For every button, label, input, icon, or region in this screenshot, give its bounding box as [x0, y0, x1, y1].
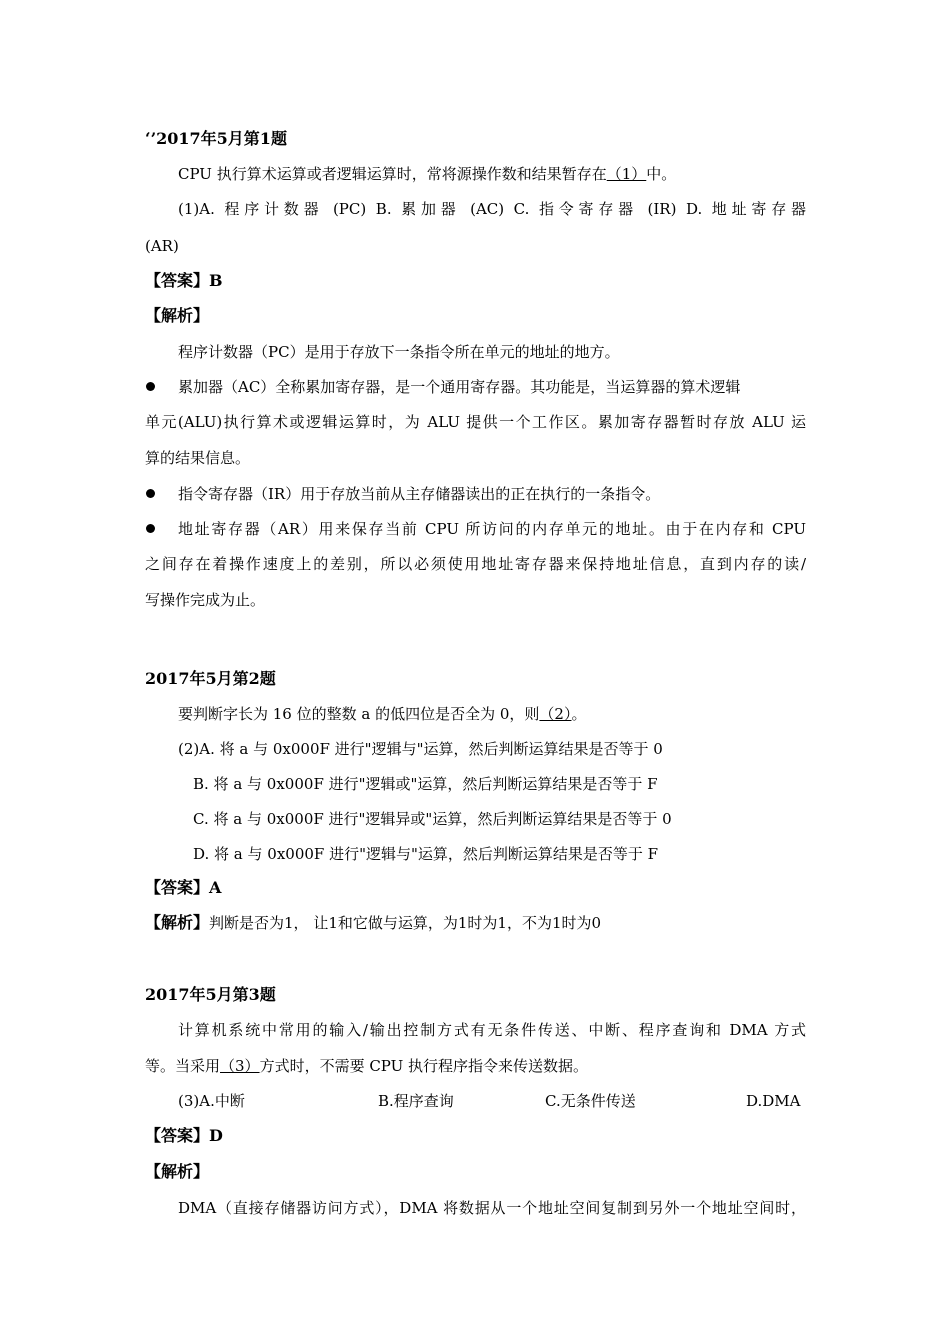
q3-answer: 【答案】D [145, 1126, 223, 1145]
q3-option-d: D.DMA [746, 1092, 801, 1110]
q1-bullet2: 指令寄存器（IR）用于存放当前从主存储器读出的正在执行的一条指令。 [178, 485, 661, 503]
q1-bullet1-line2: 单元(ALU)执行算术或逻辑运算时，为 ALU 提供一个工作区。累加寄存器暂时存放 ALU 运 [145, 413, 806, 431]
q3-analysis-line1: DMA（直接存储器访问方式），DMA 将数据从一个地址空间复制到另外一个地址空间时， [178, 1199, 806, 1217]
q2-analysis: 【解析】判断是否为1， 让1和它做与运算，为1时为1，不为1时为0 [145, 913, 602, 932]
q2-option-c: C. 将 a 与 0x000F 进行"逻辑异或"运算，然后判断运算结果是否等于 0 [193, 810, 672, 828]
q1-answer: 【答案】B [145, 271, 223, 290]
q3-option-b: B.程序查询 [378, 1092, 454, 1110]
bullet-icon [146, 382, 155, 391]
bullet-icon [146, 524, 155, 533]
q3-analysis-label: 【解析】 [145, 1162, 210, 1181]
q2-stem: 要判断字长为 16 位的整数 a 的低四位是否全为 0，则（2）。 [178, 705, 587, 723]
q3-title: 2017年5月第3题 [145, 985, 276, 1004]
q2-option-d: D. 将 a 与 0x000F 进行"逻辑与"运算，然后判断运算结果是否等于 F [193, 845, 659, 863]
q1-stem: CPU 执行算术运算或者逻辑运算时，常将源操作数和结果暂存在（1）中。 [178, 165, 677, 183]
q2-answer: 【答案】A [145, 878, 222, 897]
q1-bullet3-line3: 写操作完成为止。 [145, 591, 266, 609]
q1-analysis-intro: 程序计数器（PC）是用于存放下一条指令所在单元的地址的地方。 [178, 343, 620, 361]
q1-analysis-label: 【解析】 [145, 306, 210, 325]
q1-bullet1-line1: 累加器（AC）全称累加寄存器，是一个通用寄存器。其功能是，当运算器的算术逻辑 [178, 378, 741, 396]
q1-options-line2: (AR) [145, 237, 179, 255]
q3-stem-line1: 计算机系统中常用的输入/输出控制方式有无条件传送、中断、程序查询和 DMA 方式 [178, 1021, 806, 1039]
q3-option-a: (3)A.中断 [178, 1092, 245, 1110]
q1-title: ‘’2017年5月第1题 [145, 129, 287, 148]
q2-option-a: (2)A. 将 a 与 0x000F 进行"逻辑与"运算，然后判断运算结果是否等于 0 [178, 740, 663, 758]
q2-option-b: B. 将 a 与 0x000F 进行"逻辑或"运算，然后判断运算结果是否等于 F [193, 775, 658, 793]
q1-options-line1: (1)A. 程序计数器 (PC) B. 累加器 (AC) C. 指令寄存器 (IR) D. 地址寄存器 [178, 200, 806, 218]
q3-option-c: C.无条件传送 [545, 1092, 636, 1110]
q2-title: 2017年5月第2题 [145, 669, 276, 688]
q3-stem-line2: 等。当采用（3）方式时，不需要 CPU 执行程序指令来传送数据。 [145, 1057, 589, 1075]
q1-bullet1-line3: 算的结果信息。 [145, 449, 251, 467]
q1-bullet3-line2: 之间存在着操作速度上的差别，所以必须使用地址寄存器来保持地址信息，直到内存的读/ [145, 555, 806, 573]
bullet-icon [146, 489, 155, 498]
q1-bullet3-line1: 地址寄存器（AR）用来保存当前 CPU 所访问的内存单元的地址。由于在内存和 CPU [178, 520, 806, 538]
